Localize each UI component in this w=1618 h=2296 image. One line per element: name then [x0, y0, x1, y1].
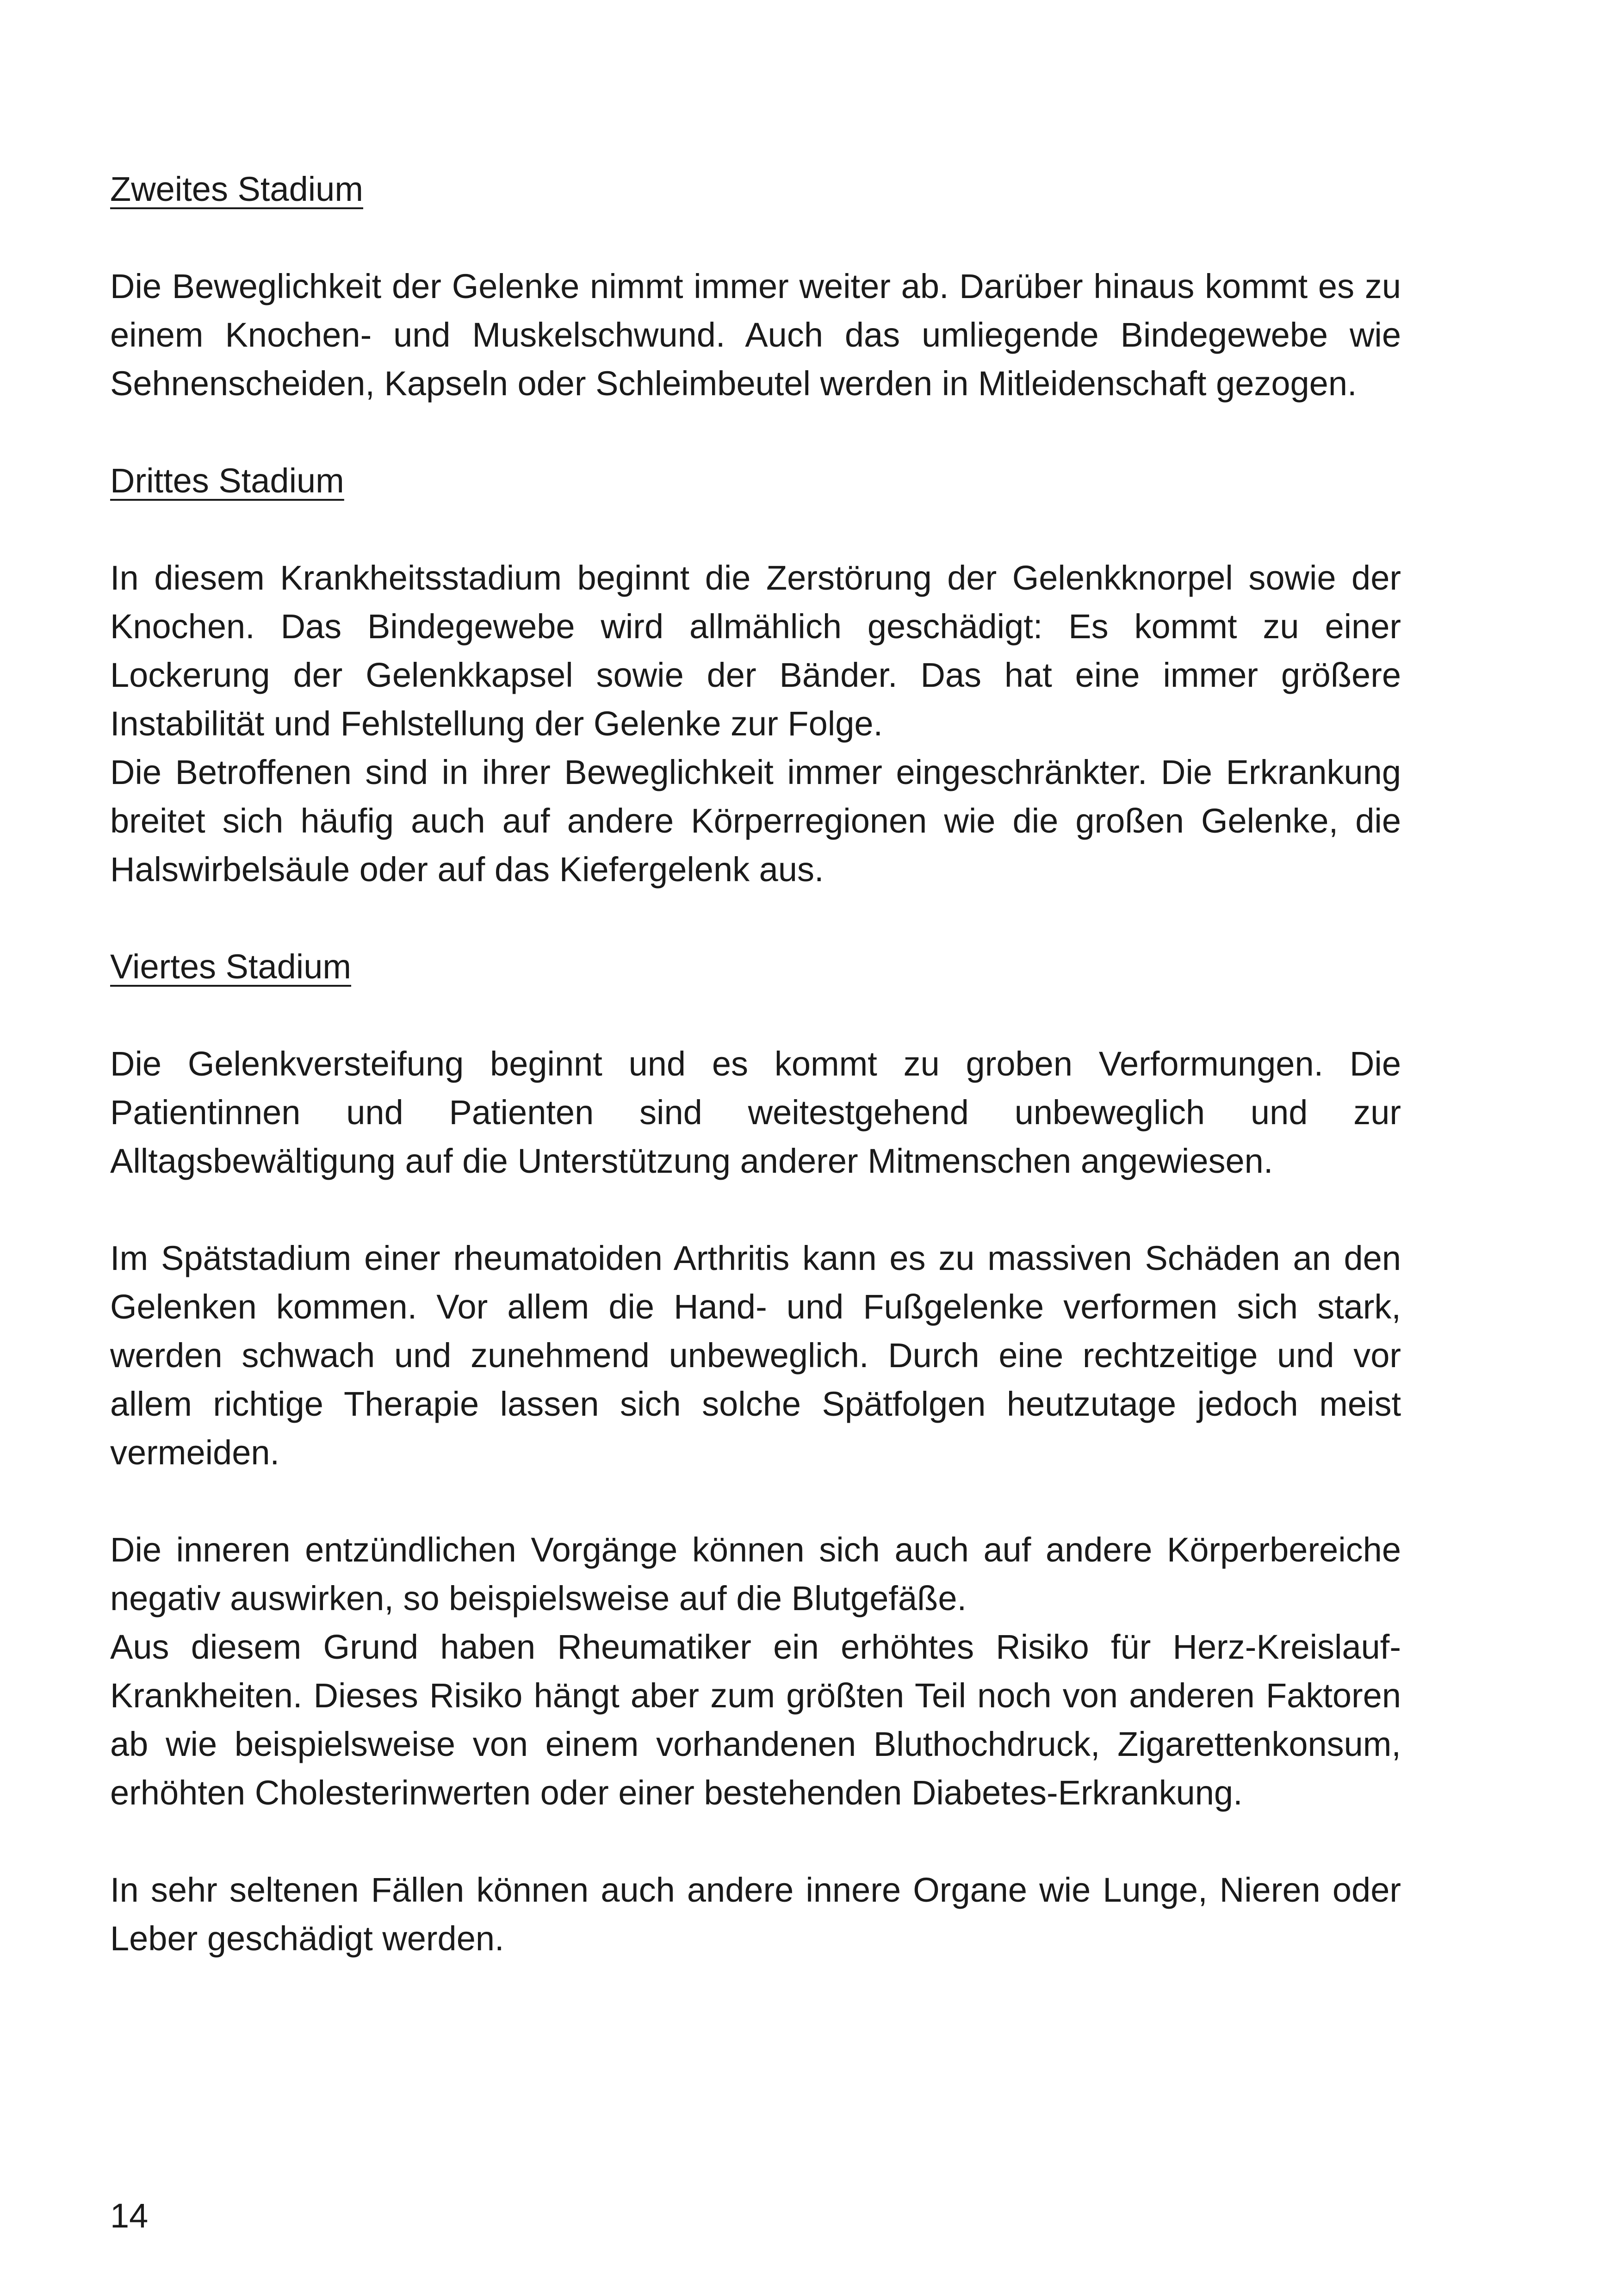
paragraph-spaetstadium: Im Spätstadium einer rheumatoiden Arthritis kann es zu massiven Schäden an den Gelenken kommen. Vor allem die Hand- und Fußgelenke verformen sich stark, werden schwach und zunehmend unbeweglich. Durch eine rechtzeitige und vor allem richtige Therapie lassen sich solche Spätfolgen heutzutage jedoch meist vermeiden.: [110, 1239, 1401, 1472]
spacer: [110, 894, 1401, 942]
paragraph-drittes-stadium-2: Die Betroffenen sind in ihrer Beweglichkeit immer eingeschränkter. Die Erkrankung breitet sich häufig auch auf andere Körperregionen wie die großen Gelenke, die Halswirbelsäule oder auf das Kiefergelenk aus.: [110, 753, 1401, 889]
paragraph-zweites-stadium: Die Beweglichkeit der Gelenke nimmt immer weiter ab. Darüber hinaus kommt es zu einem Knochen- und Muskelschwund. Auch das umliegende Bindegewebe wie Sehnenscheiden, Kapseln oder Schleimbeutel werden in Mitleidenschaft gezogen.: [110, 267, 1401, 403]
spacer: [110, 1817, 1401, 1866]
spacer: [110, 505, 1401, 554]
section-heading-viertes-stadium: Viertes Stadium: [110, 947, 351, 986]
paragraph-viertes-stadium: Die Gelenkversteifung beginnt und es kommt zu groben Verformungen. Die Patientinnen und Patienten sind weitestgehend unbeweglich und zur Alltagsbewältigung auf die Unterstützung anderer Mitmenschen angewiesen.: [110, 1045, 1401, 1180]
paragraph-entzuendliche-vorgaenge: Die inneren entzündlichen Vorgänge können sich auch auf andere Körperbereiche negativ auswirken, so beispielsweise auf die Blutgefäße.: [110, 1531, 1401, 1618]
section-heading-zweites-stadium: Zweites Stadium: [110, 170, 363, 208]
spacer: [110, 991, 1401, 1039]
spacer: [110, 1477, 1401, 1525]
paragraph-drittes-stadium-1: In diesem Krankheitsstadium beginnt die Zerstörung der Gelenkknorpel sowie der Knochen. Das Bindegewebe wird allmählich geschädigt: Es kommt zu einer Lockerung der Gelenkkapsel sowie der Bänder. Das hat eine immer größere Instabilität und Fehlstellung der Gelenke zur Folge.: [110, 559, 1401, 743]
spacer: [110, 213, 1401, 262]
spacer: [110, 408, 1401, 456]
page-number: 14: [110, 2196, 149, 2235]
paragraph-herz-kreislauf-risiko: Aus diesem Grund haben Rheumatiker ein erhöhtes Risiko für Herz-Kreislauf-Krankheiten. Dieses Risiko hängt aber zum größten Teil noch von anderen Faktoren ab wie beispielsweise von einem vorhandenen Bluthochdruck, Zigarettenkonsum, erhöhten Cholesterinwerten oder einer bestehenden Diabetes-Erkrankung.: [110, 1628, 1401, 1812]
section-heading-drittes-stadium: Drittes Stadium: [110, 461, 344, 500]
paragraph-innere-organe: In sehr seltenen Fällen können auch andere innere Organe wie Lunge, Nieren oder Leber geschädigt werden.: [110, 1871, 1401, 1958]
page-body: [110, 165, 1401, 1963]
spacer: [110, 1185, 1401, 1234]
